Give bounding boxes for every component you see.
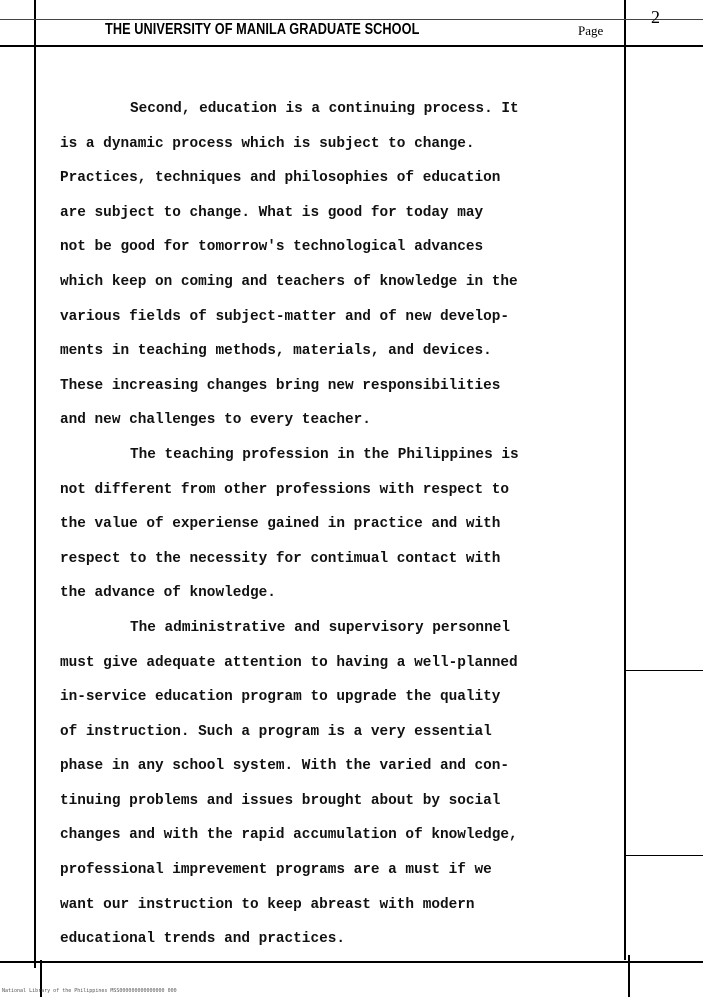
paragraph-3 (60, 611, 620, 957)
page-label: Page (578, 23, 604, 38)
paragraph-2 (60, 438, 620, 611)
page-header-title: THE UNIVERSITY OF MANILA GRADUATE SCHOOL (105, 21, 420, 38)
text-line: respect to the necessity for contimual contact with (60, 550, 501, 567)
text-line: the value of experiense gained in practice and with (60, 516, 501, 533)
text-line: must give adequate attention to having a well-planned (60, 654, 518, 671)
text-line: educational trends and practices. (60, 931, 345, 948)
left-margin-rule (34, 0, 36, 968)
text-line: the advance of knowledge. (60, 585, 276, 602)
right-column-rule-1 (626, 670, 703, 671)
archive-footer: National Library of the Philippines MSS000000000000000 000 (2, 988, 177, 994)
text-line: tinuing problems and issues brought about by social (60, 792, 501, 809)
text-line: want our instruction to keep abreast with modern (60, 896, 475, 913)
document-body (60, 92, 620, 957)
text-line: changes and with the rapid accumulation of knowledge, (60, 827, 518, 844)
text-line: phase in any school system. With the varied and con- (60, 758, 510, 775)
text-line: These increasing changes bring new responsibilities (60, 377, 501, 394)
text-line: The teaching profession in the Philippines is (130, 446, 519, 463)
bottom-rule (0, 961, 703, 963)
right-column-rule-2 (626, 855, 703, 856)
text-line: is a dynamic process which is subject to change. (60, 135, 475, 152)
text-line: various fields of subject-matter and of new develop- (60, 308, 510, 325)
text-line: The administrative and supervisory personnel (130, 619, 510, 636)
right-margin-rule (624, 0, 626, 960)
page-number: 2 (651, 7, 660, 27)
text-line: of instruction. Such a program is a very essential (60, 723, 492, 740)
text-line: Practices, techniques and philosophies of education (60, 170, 501, 187)
text-line: in-service education program to upgrade the quality (60, 689, 501, 706)
text-line: professional imprevement programs are a must if we (60, 862, 492, 879)
header-bottom-rule (0, 45, 703, 47)
text-line: and new challenges to every teacher. (60, 412, 371, 429)
text-line: not be good for tomorrow's technological advances (60, 239, 484, 256)
text-line: ments in teaching methods, materials, and devices. (60, 343, 492, 360)
text-line: Second, education is a continuing process. It (130, 101, 519, 117)
text-line: which keep on coming and teachers of knowledge in the (60, 273, 518, 290)
text-line: not different from other professions with respect to (60, 481, 510, 498)
paragraph-1 (60, 92, 620, 438)
header-top-rule (0, 19, 703, 20)
text-line: are subject to change. What is good for today may (60, 204, 484, 221)
